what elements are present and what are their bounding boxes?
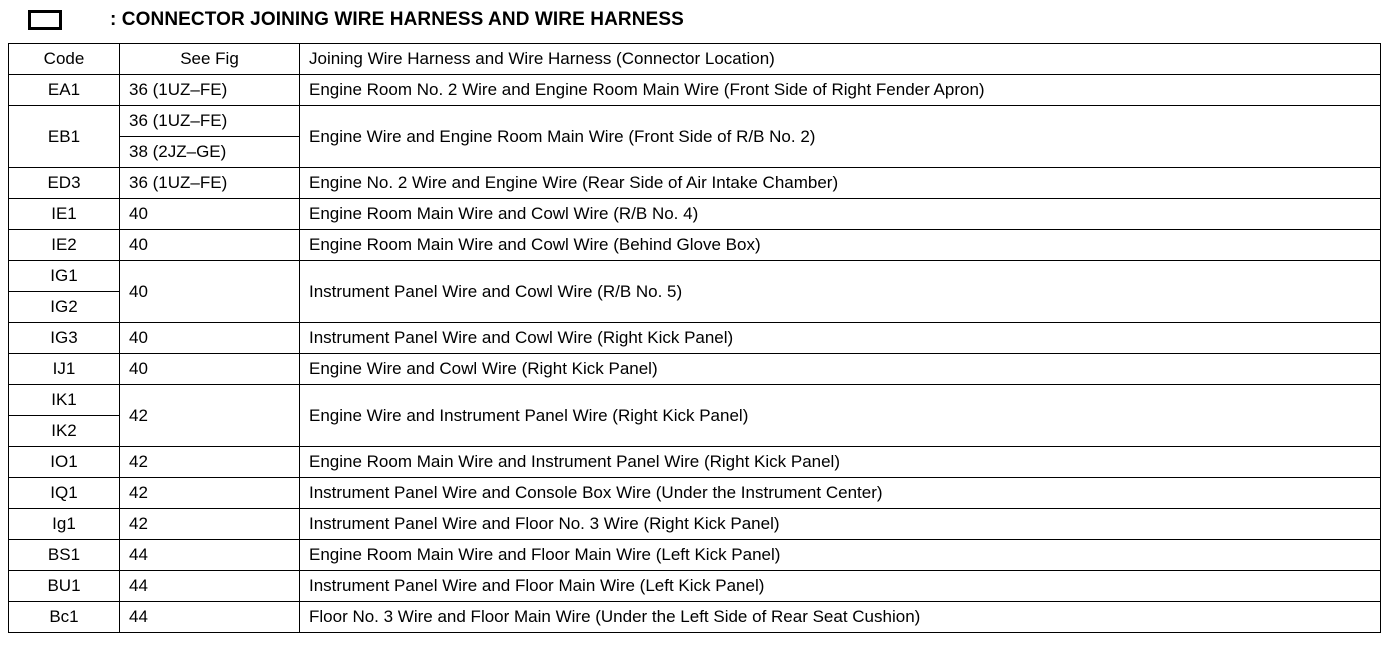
table-row <box>9 75 1381 106</box>
table-row <box>9 447 1381 478</box>
description-cell: Floor No. 3 Wire and Floor Main Wire (Under the Left Side of Rear Seat Cushion) <box>300 602 1381 633</box>
connector-table <box>8 43 1381 633</box>
see-fig-cell: 42 <box>120 447 300 478</box>
code-cell: IO1 <box>9 447 120 478</box>
table-row <box>9 478 1381 509</box>
table-row <box>9 602 1381 633</box>
see-fig-cell: 36 (1UZ–FE) <box>120 106 300 137</box>
code-cell: IG3 <box>9 323 120 354</box>
see-fig-cell: 40 <box>120 230 300 261</box>
see-fig-cell: 42 <box>120 509 300 540</box>
description-cell: Engine Wire and Engine Room Main Wire (Front Side of R/B No. 2) <box>300 106 1381 168</box>
code-cell: ED3 <box>9 168 120 199</box>
code-cell: Bc1 <box>9 602 120 633</box>
description-cell: Instrument Panel Wire and Cowl Wire (Right Kick Panel) <box>300 323 1381 354</box>
table-body <box>9 75 1381 633</box>
see-fig-cell: 44 <box>120 571 300 602</box>
see-fig-cell: 40 <box>120 199 300 230</box>
see-fig-cell: 42 <box>120 385 300 447</box>
table-row <box>9 261 1381 292</box>
description-cell: Instrument Panel Wire and Floor No. 3 Wire (Right Kick Panel) <box>300 509 1381 540</box>
description-cell: Engine Room Main Wire and Instrument Panel Wire (Right Kick Panel) <box>300 447 1381 478</box>
see-fig-cell: 40 <box>120 261 300 323</box>
table-row <box>9 540 1381 571</box>
description-cell: Engine Room No. 2 Wire and Engine Room Main Wire (Front Side of Right Fender Apron) <box>300 75 1381 106</box>
code-cell: IG1 <box>9 261 120 292</box>
code-cell: IG2 <box>9 292 120 323</box>
code-cell: IJ1 <box>9 354 120 385</box>
table-row <box>9 354 1381 385</box>
description-cell: Instrument Panel Wire and Cowl Wire (R/B No. 5) <box>300 261 1381 323</box>
code-cell: EB1 <box>9 106 120 168</box>
table-row <box>9 168 1381 199</box>
table-row <box>9 323 1381 354</box>
table-header-row <box>9 44 1381 75</box>
see-fig-cell: 44 <box>120 540 300 571</box>
code-cell: IK1 <box>9 385 120 416</box>
description-cell: Instrument Panel Wire and Console Box Wire (Under the Instrument Center) <box>300 478 1381 509</box>
table-row <box>9 571 1381 602</box>
column-header-description: Joining Wire Harness and Wire Harness (Connector Location) <box>300 44 1381 75</box>
code-cell: IQ1 <box>9 478 120 509</box>
legend-box-icon <box>28 10 62 30</box>
table-row <box>9 385 1381 416</box>
see-fig-cell: 40 <box>120 323 300 354</box>
code-cell: IE1 <box>9 199 120 230</box>
code-cell: IK2 <box>9 416 120 447</box>
description-cell: Engine Room Main Wire and Floor Main Wire (Left Kick Panel) <box>300 540 1381 571</box>
code-cell: BU1 <box>9 571 120 602</box>
see-fig-cell: 36 (1UZ–FE) <box>120 168 300 199</box>
table-row <box>9 199 1381 230</box>
code-cell: BS1 <box>9 540 120 571</box>
description-cell: Engine Room Main Wire and Cowl Wire (Behind Glove Box) <box>300 230 1381 261</box>
see-fig-cell: 44 <box>120 602 300 633</box>
description-cell: Engine Wire and Instrument Panel Wire (Right Kick Panel) <box>300 385 1381 447</box>
table-row <box>9 509 1381 540</box>
description-cell: Instrument Panel Wire and Floor Main Wire (Left Kick Panel) <box>300 571 1381 602</box>
table-row <box>9 106 1381 137</box>
description-cell: Engine Wire and Cowl Wire (Right Kick Panel) <box>300 354 1381 385</box>
description-cell: Engine No. 2 Wire and Engine Wire (Rear Side of Air Intake Chamber) <box>300 168 1381 199</box>
code-cell: EA1 <box>9 75 120 106</box>
see-fig-cell: 38 (2JZ–GE) <box>120 137 300 168</box>
page-title: : CONNECTOR JOINING WIRE HARNESS AND WIRE HARNESS <box>110 9 684 30</box>
code-cell: IE2 <box>9 230 120 261</box>
see-fig-cell: 42 <box>120 478 300 509</box>
code-cell: Ig1 <box>9 509 120 540</box>
see-fig-cell: 36 (1UZ–FE) <box>120 75 300 106</box>
table-row <box>9 230 1381 261</box>
see-fig-cell: 40 <box>120 354 300 385</box>
page-header <box>28 6 684 34</box>
column-header-see-fig: See Fig <box>120 44 300 75</box>
description-cell: Engine Room Main Wire and Cowl Wire (R/B No. 4) <box>300 199 1381 230</box>
column-header-code: Code <box>9 44 120 75</box>
